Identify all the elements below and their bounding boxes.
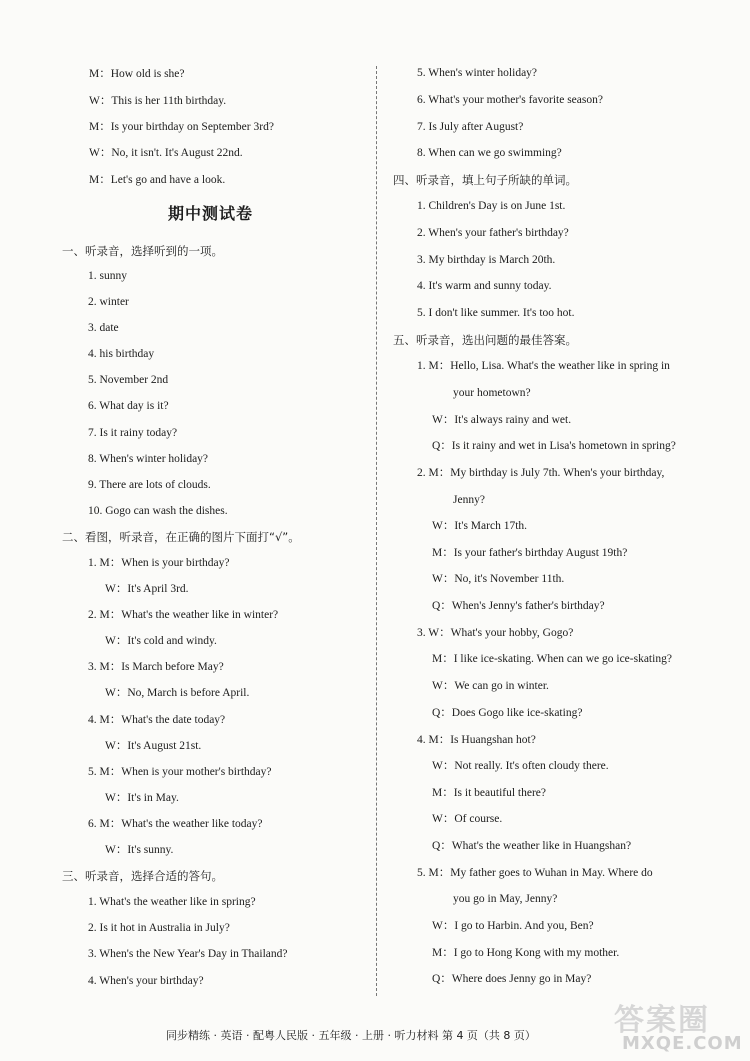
dialogue-line: 2. M：What's the weather like in winter?: [88, 609, 279, 621]
dialogue-line: W：It's in May.: [105, 792, 179, 804]
list-item: 8. When's winter holiday?: [88, 453, 209, 465]
dialogue-line: M：How old is she?: [89, 68, 185, 80]
list-item: 4. When's your birthday?: [88, 975, 204, 987]
list-item: 5. November 2nd: [88, 374, 169, 386]
section-heading: 四、听录音，填上句子所缺的单词。: [393, 173, 577, 187]
dialogue-line: 2. M：My birthday is July 7th. When's your birthday,: [417, 467, 665, 479]
dialogue-line: W：We can go in winter.: [432, 680, 549, 692]
section-heading: 二、看图，听录音，在正确的图片下面打“√”。: [62, 530, 300, 544]
list-item: 3. date: [88, 322, 119, 334]
watermark-logo: [600, 995, 745, 1057]
dialogue-line: 4. M：What's the date today?: [88, 714, 226, 726]
dialogue-line: 1. M：Hello, Lisa. What's the weather like in spring in: [417, 360, 670, 372]
list-item: 1. What's the weather like in spring?: [88, 896, 256, 908]
dialogue-line: W：Of course.: [432, 813, 503, 825]
dialogue-line: W：It's March 17th.: [432, 520, 528, 532]
dialogue-line: W：It's August 21st.: [105, 740, 202, 752]
dialogue-line: 3. W：What's your hobby, Gogo?: [417, 627, 574, 639]
section-heading: 一、听录音，选择听到的一项。: [62, 244, 223, 258]
dialogue-line: 6. M：What's the weather like today?: [88, 818, 263, 830]
list-item: 6. What's your mother's favorite season?: [417, 94, 603, 106]
dialogue-line: Q：Does Gogo like ice-skating?: [432, 707, 583, 719]
watermark-url: MXQE.COM: [622, 1033, 743, 1054]
list-item: 3. My birthday is March 20th.: [417, 254, 556, 266]
exam-title: 期中测试卷: [168, 204, 254, 223]
list-item: 9. There are lots of clouds.: [88, 479, 211, 491]
section-heading: 五、听录音，选出问题的最佳答案。: [393, 333, 577, 347]
list-item: 4. his birthday: [88, 348, 155, 360]
dialogue-line: Q：When's Jenny's father's birthday?: [432, 600, 605, 612]
dialogue-line: 4. M：Is Huangshan hot?: [417, 734, 536, 746]
list-item: 3. When's the New Year's Day in Thailand?: [88, 948, 288, 960]
dialogue-line: M：Is your father's birthday August 19th?: [432, 547, 628, 559]
dialogue-line: 3. M：Is March before May?: [88, 661, 224, 673]
list-item: 6. What day is it?: [88, 400, 169, 412]
dialogue-line: M：Is your birthday on September 3rd?: [89, 121, 274, 133]
list-item: 5. When's winter holiday?: [417, 67, 538, 79]
list-item: 4. It's warm and sunny today.: [417, 280, 552, 292]
dialogue-line: 5. M：When is your mother's birthday?: [88, 766, 272, 778]
dialogue-line: your hometown?: [453, 387, 531, 399]
dialogue-line: 5. M：My father goes to Wuhan in May. Where do: [417, 867, 653, 879]
list-item: 2. winter: [88, 296, 129, 308]
dialogue-line: M：I like ice-skating. When can we go ice-skating?: [432, 653, 672, 665]
list-item: 8. When can we go swimming?: [417, 147, 562, 159]
dialogue-line: W：It's always rainy and wet.: [432, 414, 572, 426]
page-footer: 同步精练 · 英语 · 配粤人民版 · 五年级 · 上册 · 听力材料 第 4 页（共 8 页）: [166, 1029, 536, 1042]
dialogue-line: W：It's cold and windy.: [105, 635, 217, 647]
list-item: 5. I don't like summer. It's too hot.: [417, 307, 575, 319]
dialogue-line: M：I go to Hong Kong with my mother.: [432, 947, 620, 959]
dialogue-line: M：Let's go and have a look.: [89, 174, 226, 186]
dialogue-line: W：Not really. It's often cloudy there.: [432, 760, 609, 772]
column-divider: [376, 66, 377, 996]
list-item: 2. When's your father's birthday?: [417, 227, 569, 239]
dialogue-line: Q：Where does Jenny go in May?: [432, 973, 592, 985]
dialogue-line: W：This is her 11th birthday.: [89, 95, 227, 107]
list-item: 10. Gogo can wash the dishes.: [88, 505, 228, 517]
list-item: 7. Is July after August?: [417, 121, 524, 133]
list-item: 1. Children's Day is on June 1st.: [417, 200, 566, 212]
dialogue-line: M：Is it beautiful there?: [432, 787, 547, 799]
dialogue-line: W：No, it's November 11th.: [432, 573, 565, 585]
dialogue-line: W：I go to Harbin. And you, Ben?: [432, 920, 594, 932]
dialogue-line: W：It's April 3rd.: [105, 583, 189, 595]
dialogue-line: W：No, it isn't. It's August 22nd.: [89, 147, 243, 159]
list-item: 7. Is it rainy today?: [88, 427, 178, 439]
section-heading: 三、听录音，选择合适的答句。: [62, 869, 223, 883]
dialogue-line: W：It's sunny.: [105, 844, 174, 856]
list-item: 1. sunny: [88, 270, 127, 282]
list-item: 2. Is it hot in Australia in July?: [88, 922, 230, 934]
dialogue-line: Jenny?: [453, 494, 485, 506]
dialogue-line: 1. M：When is your birthday?: [88, 557, 230, 569]
dialogue-line: W：No, March is before April.: [105, 687, 250, 699]
dialogue-line: Q：What's the weather like in Huangshan?: [432, 840, 632, 852]
dialogue-line: you go in May, Jenny?: [453, 893, 558, 905]
watermark-text: 答案圈: [614, 1003, 710, 1038]
dialogue-line: Q：Is it rainy and wet in Lisa's hometown in spring?: [432, 440, 676, 452]
